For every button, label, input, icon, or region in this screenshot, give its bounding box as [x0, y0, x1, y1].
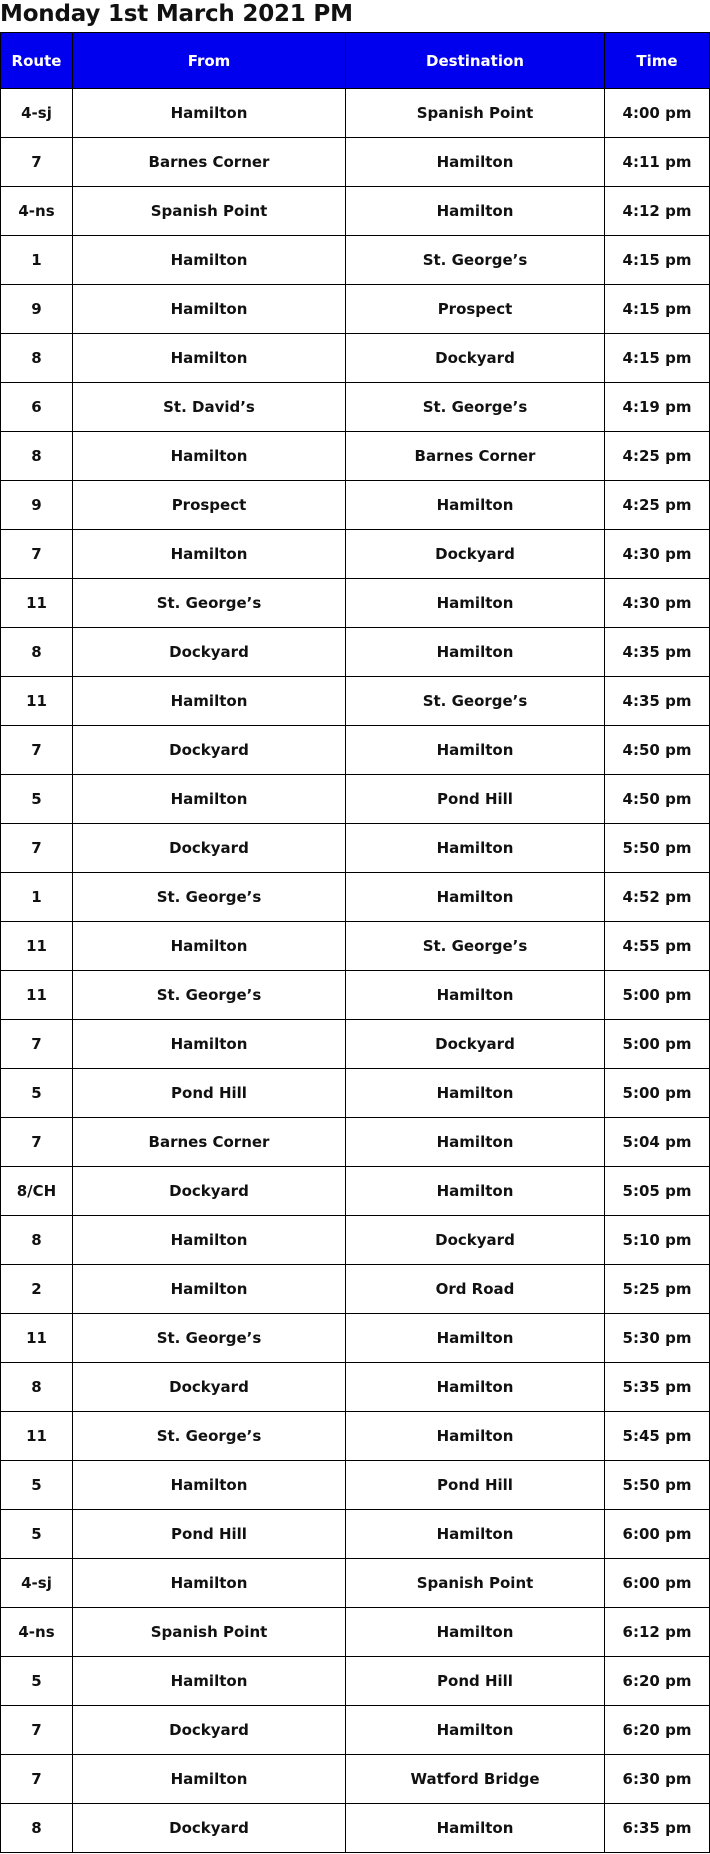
from-cell: Dockyard	[73, 824, 346, 873]
table-row	[1, 775, 710, 824]
route-cell: 8	[1, 1363, 73, 1412]
table-row	[1, 1412, 710, 1461]
from-cell: Hamilton	[73, 1265, 346, 1314]
from-cell: Barnes Corner	[73, 138, 346, 187]
table-body	[1, 89, 710, 1853]
from-cell: Hamilton	[73, 530, 346, 579]
route-cell: 7	[1, 824, 73, 873]
time-cell: 5:45 pm	[605, 1412, 710, 1461]
table-row	[1, 1216, 710, 1265]
from-cell: St. George’s	[73, 971, 346, 1020]
table-row	[1, 579, 710, 628]
time-cell: 4:11 pm	[605, 138, 710, 187]
destination-cell: Dockyard	[346, 1020, 605, 1069]
table-row	[1, 1804, 710, 1853]
from-cell: Hamilton	[73, 775, 346, 824]
destination-cell: Hamilton	[346, 579, 605, 628]
time-cell: 4:25 pm	[605, 432, 710, 481]
from-cell: Hamilton	[73, 89, 346, 138]
destination-cell: Watford Bridge	[346, 1755, 605, 1804]
from-cell: Hamilton	[73, 1461, 346, 1510]
route-cell: 11	[1, 579, 73, 628]
time-cell: 4:35 pm	[605, 677, 710, 726]
destination-cell: Hamilton	[346, 1706, 605, 1755]
from-cell: Dockyard	[73, 1167, 346, 1216]
from-cell: Dockyard	[73, 628, 346, 677]
destination-cell: Hamilton	[346, 1608, 605, 1657]
time-cell: 5:05 pm	[605, 1167, 710, 1216]
bus-schedule-table	[0, 32, 710, 1853]
time-cell: 4:50 pm	[605, 775, 710, 824]
time-cell: 6:20 pm	[605, 1657, 710, 1706]
from-cell: Hamilton	[73, 922, 346, 971]
time-cell: 4:30 pm	[605, 530, 710, 579]
table-row	[1, 1069, 710, 1118]
table-row	[1, 677, 710, 726]
table-row	[1, 1510, 710, 1559]
time-cell: 4:55 pm	[605, 922, 710, 971]
route-cell: 8	[1, 628, 73, 677]
route-cell: 11	[1, 1412, 73, 1461]
time-cell: 5:50 pm	[605, 1461, 710, 1510]
route-cell: 9	[1, 285, 73, 334]
destination-cell: St. George’s	[346, 922, 605, 971]
table-row	[1, 481, 710, 530]
from-cell: Hamilton	[73, 1216, 346, 1265]
destination-cell: St. George’s	[346, 383, 605, 432]
from-cell: Hamilton	[73, 1755, 346, 1804]
destination-cell: Pond Hill	[346, 1461, 605, 1510]
destination-cell: Spanish Point	[346, 89, 605, 138]
table-row	[1, 236, 710, 285]
table-row	[1, 824, 710, 873]
route-cell: 11	[1, 971, 73, 1020]
time-cell: 5:00 pm	[605, 1069, 710, 1118]
destination-cell: Hamilton	[346, 1510, 605, 1559]
table-row	[1, 726, 710, 775]
time-cell: 4:15 pm	[605, 236, 710, 285]
table-header	[1, 33, 710, 89]
table-header-row	[1, 33, 710, 89]
table-row	[1, 285, 710, 334]
column-header-destination: Destination	[346, 33, 605, 89]
time-cell: 4:52 pm	[605, 873, 710, 922]
time-cell: 4:12 pm	[605, 187, 710, 236]
destination-cell: Barnes Corner	[346, 432, 605, 481]
destination-cell: Hamilton	[346, 1412, 605, 1461]
from-cell: Dockyard	[73, 1363, 346, 1412]
from-cell: Hamilton	[73, 334, 346, 383]
from-cell: Dockyard	[73, 726, 346, 775]
destination-cell: Hamilton	[346, 481, 605, 530]
from-cell: Hamilton	[73, 285, 346, 334]
table-row	[1, 138, 710, 187]
table-row	[1, 432, 710, 481]
from-cell: Hamilton	[73, 432, 346, 481]
table-row	[1, 1706, 710, 1755]
column-header-time: Time	[605, 33, 710, 89]
table-row	[1, 530, 710, 579]
route-cell: 11	[1, 677, 73, 726]
table-row	[1, 1314, 710, 1363]
table-row	[1, 1755, 710, 1804]
table-row	[1, 1559, 710, 1608]
time-cell: 5:30 pm	[605, 1314, 710, 1363]
from-cell: St. David’s	[73, 383, 346, 432]
destination-cell: Dockyard	[346, 530, 605, 579]
from-cell: Dockyard	[73, 1804, 346, 1853]
from-cell: Barnes Corner	[73, 1118, 346, 1167]
route-cell: 8	[1, 432, 73, 481]
table-row	[1, 1461, 710, 1510]
route-cell: 9	[1, 481, 73, 530]
destination-cell: Hamilton	[346, 187, 605, 236]
from-cell: Hamilton	[73, 1559, 346, 1608]
route-cell: 8	[1, 1804, 73, 1853]
route-cell: 5	[1, 1657, 73, 1706]
route-cell: 7	[1, 1755, 73, 1804]
route-cell: 6	[1, 383, 73, 432]
destination-cell: Dockyard	[346, 334, 605, 383]
from-cell: Hamilton	[73, 1020, 346, 1069]
destination-cell: Hamilton	[346, 726, 605, 775]
time-cell: 4:15 pm	[605, 334, 710, 383]
route-cell: 11	[1, 922, 73, 971]
time-cell: 6:35 pm	[605, 1804, 710, 1853]
time-cell: 4:15 pm	[605, 285, 710, 334]
time-cell: 5:10 pm	[605, 1216, 710, 1265]
from-cell: St. George’s	[73, 1314, 346, 1363]
route-cell: 5	[1, 1510, 73, 1559]
destination-cell: Prospect	[346, 285, 605, 334]
table-row	[1, 383, 710, 432]
route-cell: 4-sj	[1, 1559, 73, 1608]
time-cell: 5:00 pm	[605, 971, 710, 1020]
destination-cell: Hamilton	[346, 1363, 605, 1412]
route-cell: 11	[1, 1314, 73, 1363]
route-cell: 5	[1, 775, 73, 824]
destination-cell: Hamilton	[346, 1118, 605, 1167]
destination-cell: Pond Hill	[346, 1657, 605, 1706]
column-header-route: Route	[1, 33, 73, 89]
from-cell: Pond Hill	[73, 1069, 346, 1118]
destination-cell: St. George’s	[346, 677, 605, 726]
from-cell: Dockyard	[73, 1706, 346, 1755]
destination-cell: Hamilton	[346, 628, 605, 677]
time-cell: 6:00 pm	[605, 1559, 710, 1608]
time-cell: 5:00 pm	[605, 1020, 710, 1069]
table-row	[1, 873, 710, 922]
time-cell: 6:30 pm	[605, 1755, 710, 1804]
route-cell: 7	[1, 1706, 73, 1755]
table-row	[1, 1363, 710, 1412]
destination-cell: Hamilton	[346, 824, 605, 873]
route-cell: 8	[1, 334, 73, 383]
destination-cell: Dockyard	[346, 1216, 605, 1265]
table-row	[1, 1020, 710, 1069]
destination-cell: Hamilton	[346, 1167, 605, 1216]
time-cell: 6:12 pm	[605, 1608, 710, 1657]
route-cell: 8	[1, 1216, 73, 1265]
table-row	[1, 89, 710, 138]
route-cell: 7	[1, 138, 73, 187]
route-cell: 5	[1, 1461, 73, 1510]
from-cell: Hamilton	[73, 236, 346, 285]
route-cell: 7	[1, 1118, 73, 1167]
from-cell: St. George’s	[73, 579, 346, 628]
route-cell: 5	[1, 1069, 73, 1118]
table-row	[1, 971, 710, 1020]
destination-cell: Hamilton	[346, 138, 605, 187]
from-cell: Prospect	[73, 481, 346, 530]
table-row	[1, 922, 710, 971]
destination-cell: St. George’s	[346, 236, 605, 285]
table-row	[1, 1167, 710, 1216]
table-row	[1, 334, 710, 383]
time-cell: 5:50 pm	[605, 824, 710, 873]
destination-cell: Hamilton	[346, 971, 605, 1020]
time-cell: 6:20 pm	[605, 1706, 710, 1755]
time-cell: 6:00 pm	[605, 1510, 710, 1559]
table-row	[1, 628, 710, 677]
destination-cell: Pond Hill	[346, 775, 605, 824]
table-row	[1, 1608, 710, 1657]
time-cell: 5:04 pm	[605, 1118, 710, 1167]
time-cell: 4:30 pm	[605, 579, 710, 628]
route-cell: 7	[1, 530, 73, 579]
time-cell: 4:19 pm	[605, 383, 710, 432]
table-row	[1, 1657, 710, 1706]
time-cell: 4:00 pm	[605, 89, 710, 138]
from-cell: Hamilton	[73, 677, 346, 726]
from-cell: St. George’s	[73, 1412, 346, 1461]
time-cell: 4:50 pm	[605, 726, 710, 775]
from-cell: Hamilton	[73, 1657, 346, 1706]
route-cell: 1	[1, 236, 73, 285]
route-cell: 4-ns	[1, 187, 73, 236]
table-row	[1, 1265, 710, 1314]
time-cell: 4:35 pm	[605, 628, 710, 677]
destination-cell: Hamilton	[346, 873, 605, 922]
from-cell: St. George’s	[73, 873, 346, 922]
destination-cell: Hamilton	[346, 1314, 605, 1363]
page-title: Monday 1st March 2021 PM	[0, 1, 353, 27]
route-cell: 7	[1, 1020, 73, 1069]
from-cell: Spanish Point	[73, 187, 346, 236]
route-cell: 2	[1, 1265, 73, 1314]
time-cell: 5:25 pm	[605, 1265, 710, 1314]
route-cell: 4-ns	[1, 1608, 73, 1657]
time-cell: 5:35 pm	[605, 1363, 710, 1412]
from-cell: Spanish Point	[73, 1608, 346, 1657]
destination-cell: Spanish Point	[346, 1559, 605, 1608]
destination-cell: Ord Road	[346, 1265, 605, 1314]
route-cell: 1	[1, 873, 73, 922]
from-cell: Pond Hill	[73, 1510, 346, 1559]
table-row	[1, 187, 710, 236]
route-cell: 8/CH	[1, 1167, 73, 1216]
destination-cell: Hamilton	[346, 1804, 605, 1853]
route-cell: 7	[1, 726, 73, 775]
time-cell: 4:25 pm	[605, 481, 710, 530]
route-cell: 4-sj	[1, 89, 73, 138]
column-header-from: From	[73, 33, 346, 89]
destination-cell: Hamilton	[346, 1069, 605, 1118]
table-row	[1, 1118, 710, 1167]
